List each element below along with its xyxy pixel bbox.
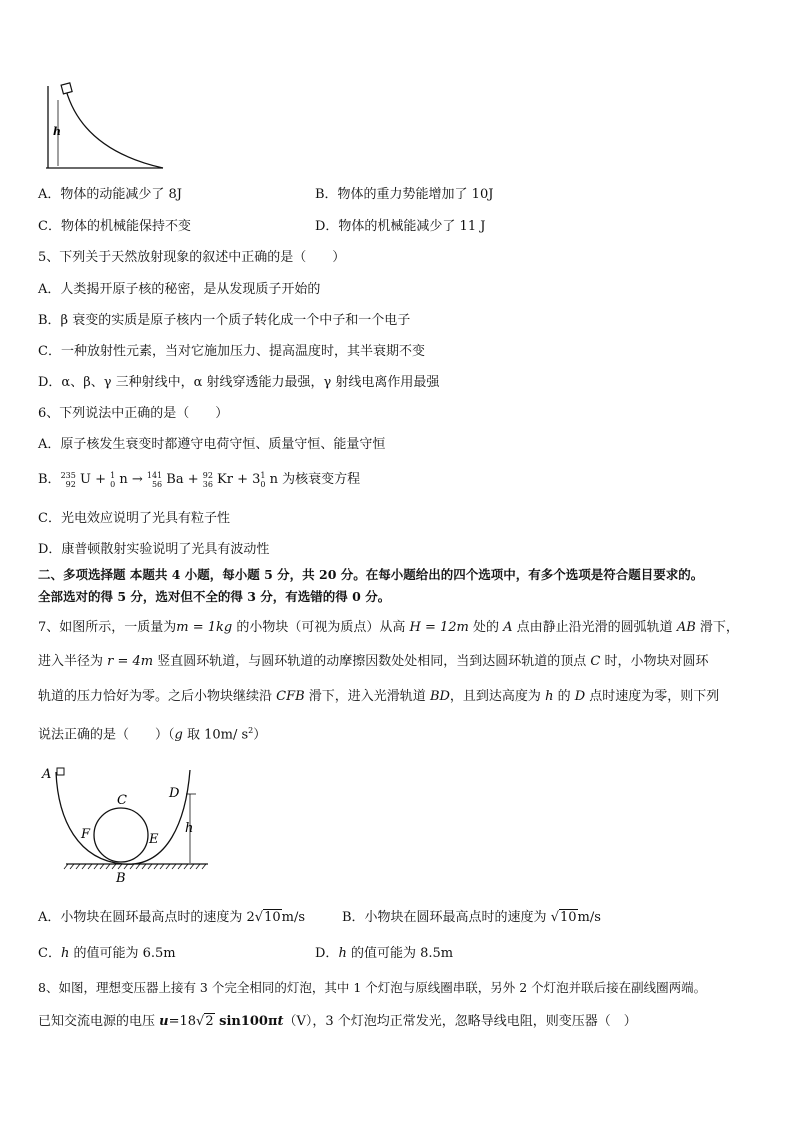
q8-u: u [159,1014,169,1029]
q7-point-c: C [590,654,601,669]
q4-option-a: A．物体的动能减少了 8J [38,187,183,202]
incline-figure [38,80,168,175]
q7-d-text: D． [315,946,339,961]
q7-line1 [38,620,739,636]
q6-b-prefix: B． [38,472,61,487]
block [61,83,72,94]
q7-path-cfb: CFB [276,689,305,704]
q8-sin: sin100π [214,1014,278,1029]
q7-text: 处的 [468,620,504,635]
q6-option-c: C．光电效应说明了光具有粒子性 [38,511,230,526]
q5-option-b: B．β 衰变的实质是原子核内一个质子转化成一个中子和一个电子 [38,313,411,328]
q7-text: 取 10m/ s [182,727,249,743]
h-label: h [53,125,61,138]
q7-exponent: 2 [248,726,254,735]
q7-option-b: B．小物块在圆环最高点时的速度为 √10m/s [342,910,601,925]
q7-line4 [38,723,266,743]
curved-track [66,90,163,168]
q7-text: 点时速度为零，则下列 [585,689,720,704]
q7-text: 滑下， [695,620,739,635]
q7-c-value: 的值可能为 6.5m [69,946,176,961]
nuclear-equation: 235 92 U + 1 0 n → 141 56 Ba + 92 36 Kr + 31 0 n [60,470,279,489]
q7-radius: r = 4m [107,654,154,669]
loop-track-figure [38,760,218,890]
q7-text: 轨道的压力恰好为零。之后小物块继续沿 [38,689,277,704]
q5-option-c: C．一种放射性元素，当对它施加压力、提高温度时，其半衰期不变 [38,344,425,359]
label-h: h [185,821,194,836]
label-a: A [42,767,52,782]
q7-a-text: A．小物块在圆环最高点时的速度为 2 [38,910,255,925]
track-curve [56,770,190,864]
q7-c-text: C． [38,946,61,961]
q7-height: H = 12m [409,620,469,635]
q7-d-value: 的值可能为 8.5m [346,946,454,961]
block-a [57,768,64,775]
q4-option-b: B．物体的重力势能增加了 10J [315,187,494,202]
q7-option-a: A．小物块在圆环最高点时的速度为 2√10m/s [38,910,306,925]
q8-root: 2 [205,1014,214,1029]
q7-a-unit: m/s [281,910,306,925]
q6-stem: 6、下列说法中正确的是（ ） [38,406,229,421]
q6-option-a: A．原子核发生衰变时都遵守电荷守恒、质量守恒、能量守恒 [38,437,386,452]
q7-text: 7、如图所示，一质量为 [38,620,177,635]
q7-text: 的 [553,689,575,704]
loop-circle [94,808,148,862]
q7-text: ） [253,727,267,743]
q7-point-d: D [574,689,586,704]
q8-text: 已知交流电源的电压 [38,1014,160,1029]
q4-option-d: D．物体的机械能减少了 11 J [315,219,486,234]
q7-h: h [545,689,554,704]
q7-text: 点由静止沿光滑的圆弧轨道 [512,620,677,635]
q8-text: =18 [168,1014,197,1029]
q5-stem: 5、下列关于天然放射现象的叙述中正确的是（ ） [38,250,346,265]
section2-line2: 全部选对的得 5 分，选对但不全的得 3 分，有选错的得 0 分。 [38,589,391,604]
q8-text: （V），3 个灯泡均正常发光，忽略导线电阻，则变压器（ ） [283,1014,637,1029]
q7-point-a: A [503,620,513,635]
q7-text: 时，小物块对圆环 [600,654,709,669]
label-f: F [81,827,91,842]
q8-line1: 8、如图，理想变压器上接有 3 个完全相同的灯泡，其中 1 个灯泡与原线圈串联，另外 2 个灯泡并联后接在副线圈两端。 [38,980,707,995]
q7-g: g [174,727,183,743]
q7-option-d [315,946,453,962]
q5-option-a: A．人类揭开原子核的秘密，是从发现质子开始的 [38,282,321,297]
q7-b-unit: m/s [577,910,601,925]
q5-option-d: D．α、β、γ 三种射线中，α 射线穿透能力最强，γ 射线电离作用最强 [38,375,440,390]
label-c: C [117,793,127,808]
ground-hatch [64,864,206,869]
q7-b-text: B．小物块在圆环最高点时的速度为 [342,910,551,925]
q7-a-root: 10 [264,910,281,925]
q7-text: 说法正确的是（ ）（ [38,727,175,743]
q6-b-suffix: 为核衰变方程 [282,472,361,487]
q7-text: 滑下，进入光滑轨道 [304,689,430,704]
q8-line2: 已知交流电源的电压 u=18√2 sin100πt（V），3 个灯泡均正常发光，忽略导线电阻，则变压器（ ） [38,1014,637,1029]
q4-option-c: C．物体的机械能保持不变 [38,219,191,234]
q7-track-bd: BD [429,689,450,704]
q7-text: ，且到达高度为 [449,689,546,704]
q7-mass: m = 1kg [176,620,233,635]
q7-track-ab: AB [676,620,696,635]
q7-text: 进入半径为 [38,654,108,669]
q7-line3 [38,689,719,705]
q6-option-d: D．康普顿散射实验说明了光具有波动性 [38,542,270,557]
q7-c-h: h [60,946,70,961]
section2-line1: 二、多项选择题 本题共 4 小题，每小题 5 分，共 20 分。在每小题给出的四个选项中，有多个选项是符合题目要求的。 [38,567,704,582]
q8-t: t [277,1014,284,1029]
q7-line2 [38,654,708,670]
q7-text: 竖直圆环轨道，与圆环轨道的动摩擦因数处处相同，当到达圆环轨道的顶点 [153,654,591,669]
q7-text: 的小物块（可视为质点）从高 [232,620,410,635]
q6-option-b [38,470,360,490]
q7-b-root: 10 [559,910,577,925]
label-b: B [116,871,126,886]
label-e: E [149,832,159,847]
q7-option-c [38,946,176,962]
label-d: D [169,786,180,801]
q7-d-h: h [338,946,347,961]
